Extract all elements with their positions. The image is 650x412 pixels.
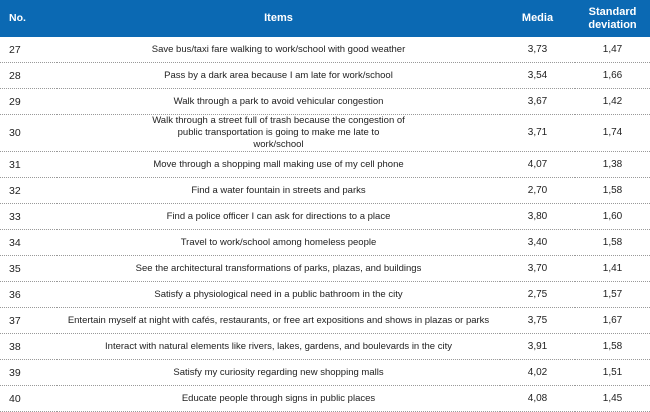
table-row <box>0 204 650 230</box>
header-standard-deviation: Standard deviation <box>575 0 650 37</box>
row-number: 38 <box>0 334 57 360</box>
row-standard-deviation: 1,67 <box>575 308 650 334</box>
row-item: Find a police officer I can ask for directions to a place <box>57 204 500 230</box>
row-media: 3,91 <box>500 334 575 360</box>
row-item: Save bus/taxi fare walking to work/school with good weather <box>57 37 500 63</box>
table-row <box>0 230 650 256</box>
row-media: 3,54 <box>500 63 575 89</box>
row-standard-deviation: 1,60 <box>575 204 650 230</box>
row-number: 29 <box>0 89 57 115</box>
table-row <box>0 256 650 282</box>
row-standard-deviation: 1,47 <box>575 37 650 63</box>
row-standard-deviation: 1,58 <box>575 334 650 360</box>
row-media: 3,67 <box>500 89 575 115</box>
row-item: Travel to work/school among homeless people <box>57 230 500 256</box>
row-item: See the architectural transformations of parks, plazas, and buildings <box>57 256 500 282</box>
table-row <box>0 152 650 178</box>
row-number: 34 <box>0 230 57 256</box>
row-media: 4,02 <box>500 360 575 386</box>
row-media: 4,08 <box>500 386 575 412</box>
row-standard-deviation: 1,58 <box>575 230 650 256</box>
table-row <box>0 37 650 63</box>
header-no: No. <box>0 0 57 37</box>
row-media: 3,75 <box>500 308 575 334</box>
row-media: 4,07 <box>500 152 575 178</box>
row-number: 30 <box>0 115 57 152</box>
row-media: 2,75 <box>500 282 575 308</box>
row-number: 35 <box>0 256 57 282</box>
table-row <box>0 308 650 334</box>
row-standard-deviation: 1,57 <box>575 282 650 308</box>
table-row <box>0 360 650 386</box>
row-item: Find a water fountain in streets and parks <box>57 178 500 204</box>
row-number: 27 <box>0 37 57 63</box>
row-item: Move through a shopping mall making use of my cell phone <box>57 152 500 178</box>
row-media: 3,71 <box>500 115 575 152</box>
row-media: 3,70 <box>500 256 575 282</box>
row-item: Interact with natural elements like rivers, lakes, gardens, and boulevards in the city <box>57 334 500 360</box>
row-standard-deviation: 1,74 <box>575 115 650 152</box>
table-row <box>0 282 650 308</box>
table-row <box>0 115 650 152</box>
row-number: 37 <box>0 308 57 334</box>
row-standard-deviation: 1,41 <box>575 256 650 282</box>
row-number: 39 <box>0 360 57 386</box>
header-items: Items <box>57 0 500 37</box>
row-standard-deviation: 1,66 <box>575 63 650 89</box>
row-media: 3,73 <box>500 37 575 63</box>
row-media: 3,80 <box>500 204 575 230</box>
row-item: Satisfy a physiological need in a public bathroom in the city <box>57 282 500 308</box>
row-item: Walk through a park to avoid vehicular congestion <box>57 89 500 115</box>
row-media: 3,40 <box>500 230 575 256</box>
row-item: Pass by a dark area because I am late for work/school <box>57 63 500 89</box>
row-standard-deviation: 1,51 <box>575 360 650 386</box>
row-standard-deviation: 1,38 <box>575 152 650 178</box>
table-row <box>0 63 650 89</box>
row-number: 32 <box>0 178 57 204</box>
row-number: 31 <box>0 152 57 178</box>
row-number: 40 <box>0 386 57 412</box>
row-item: Educate people through signs in public places <box>57 386 500 412</box>
row-number: 33 <box>0 204 57 230</box>
row-item: Walk through a street full of trash because the congestion of public transportation is going to make me late to work/school <box>57 115 500 152</box>
header-row <box>0 0 650 37</box>
table-row <box>0 89 650 115</box>
row-item: Satisfy my curiosity regarding new shopping malls <box>57 360 500 386</box>
row-number: 28 <box>0 63 57 89</box>
row-standard-deviation: 1,58 <box>575 178 650 204</box>
row-media: 2,70 <box>500 178 575 204</box>
row-standard-deviation: 1,42 <box>575 89 650 115</box>
header-media: Media <box>500 0 575 37</box>
table-row <box>0 386 650 412</box>
row-number: 36 <box>0 282 57 308</box>
row-item: Entertain myself at night with cafés, restaurants, or free art expositions and shows in plazas or parks <box>57 308 500 334</box>
table-row <box>0 178 650 204</box>
table-row <box>0 334 650 360</box>
row-standard-deviation: 1,45 <box>575 386 650 412</box>
